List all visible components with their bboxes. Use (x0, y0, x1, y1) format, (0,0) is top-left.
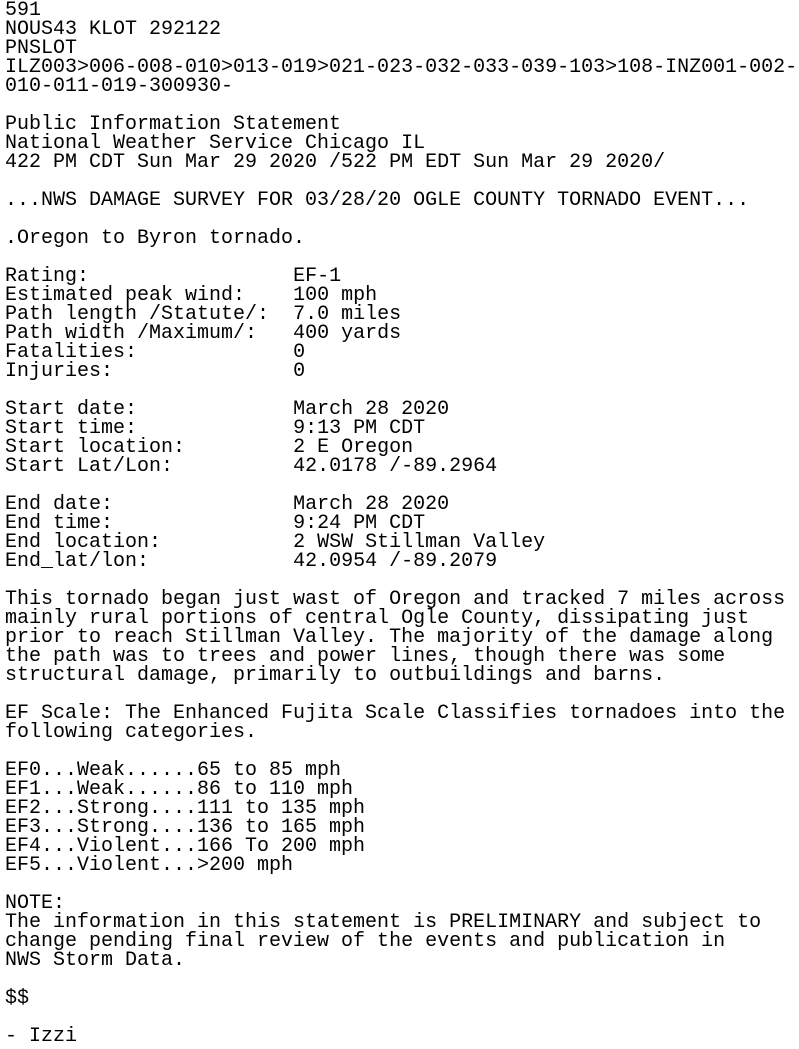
narrative-line: structural damage, primarily to outbuildings and barns. (5, 664, 666, 687)
note-label: NOTE: (5, 892, 66, 915)
field-value: March 28 2020 (293, 493, 450, 516)
blank-line (5, 970, 799, 989)
ugc-zone-line: 010-011-019-300930- (5, 75, 234, 98)
headline: ...NWS DAMAGE SURVEY FOR 03/28/20 OGLE COUNTY TORNADO EVENT... (5, 189, 750, 212)
ef-scale-item: EF0...Weak......65 to 85 mph (5, 759, 342, 782)
note-paragraph (5, 913, 799, 970)
end-fields (5, 495, 799, 571)
field-value: 42.0178 /-89.2964 (293, 455, 498, 478)
field-label: Start date: (5, 398, 138, 421)
field-value: 9:13 PM CDT (293, 417, 426, 440)
product-sequence: 591 (5, 0, 42, 22)
field-label: Path width /Maximum/: (5, 322, 258, 345)
field-value: 7.0 miles (293, 303, 402, 326)
field-value: 2 E Oregon (293, 436, 414, 459)
ugc-zone-line: ILZ003>006-008-010>013-019>021-023-032-033-039-103>108-INZ001-002- (5, 56, 798, 79)
blank-line (5, 875, 799, 894)
field-label: Fatalities: (5, 341, 138, 364)
blank-line (5, 1008, 799, 1027)
field-label: Start time: (5, 417, 138, 440)
ef-scale-intro-line: EF Scale: The Enhanced Fujita Scale Classifies tornadoes into the (5, 702, 786, 725)
field-label: End date: (5, 493, 114, 516)
field-row (5, 362, 799, 381)
note-line: The information in this statement is PRELIMINARY and subject to (5, 911, 762, 934)
issue-time: 422 PM CDT Sun Mar 29 2020 /522 PM EDT Sun Mar 29 2020/ (5, 151, 666, 174)
ef-scale-intro-line: following categories. (5, 721, 258, 744)
field-label: End time: (5, 512, 114, 535)
statement-title: Public Information Statement (5, 113, 342, 136)
field-label: Start location: (5, 436, 186, 459)
field-value: 0 (293, 360, 306, 383)
ef-scale-list (5, 761, 799, 875)
field-value: 100 mph (293, 284, 378, 307)
field-padding (173, 455, 293, 478)
field-label: End location: (5, 531, 162, 554)
field-value: March 28 2020 (293, 398, 450, 421)
narrative-line: the path was to trees and power lines, though there was some (5, 645, 726, 668)
end-marker: $$ (5, 987, 30, 1010)
field-value: EF-1 (293, 265, 342, 288)
narrative-line: This tornado began just wast of Oregon and tracked 7 miles across (5, 588, 786, 611)
summary-fields (5, 267, 799, 381)
narrative-line: mainly rural portions of central Ogle County, dissipating just (5, 607, 750, 630)
ef-scale-item: EF5...Violent...>200 mph (5, 854, 294, 877)
field-label: Injuries: (5, 360, 114, 383)
field-label: Start Lat/Lon: (5, 455, 174, 478)
wmo-header: NOUS43 KLOT 292122 (5, 18, 222, 41)
start-fields (5, 400, 799, 476)
event-name: .Oregon to Byron tornado. (5, 227, 306, 250)
field-value: 42.0954 /-89.2079 (293, 550, 498, 573)
signature: - Izzi (5, 1025, 78, 1048)
field-padding (113, 360, 293, 383)
field-label: Estimated peak wind: (5, 284, 246, 307)
narrative-paragraph (5, 590, 799, 685)
field-label: Path length /Statute/: (5, 303, 270, 326)
field-label: End_lat/lon: (5, 550, 150, 573)
ef-scale-item: EF4...Violent...166 To 200 mph (5, 835, 366, 858)
field-value: 0 (293, 341, 306, 364)
field-value: 400 yards (293, 322, 402, 345)
field-row (5, 552, 799, 571)
field-row (5, 457, 799, 476)
ef-scale-intro (5, 704, 799, 742)
field-padding (149, 550, 293, 573)
ef-scale-item: EF2...Strong....111 to 135 mph (5, 797, 366, 820)
awips-id: PNSLOT (5, 37, 78, 60)
field-value: 2 WSW Stillman Valley (293, 531, 546, 554)
field-label: Rating: (5, 265, 90, 288)
narrative-line: prior to reach Stillman Valley. The majority of the damage along (5, 626, 774, 649)
field-value: 9:24 PM CDT (293, 512, 426, 535)
note-line: NWS Storm Data. (5, 949, 186, 972)
ef-scale-item: EF3...Strong....136 to 165 mph (5, 816, 366, 839)
issuing-office: National Weather Service Chicago IL (5, 132, 426, 155)
note-line: change pending final review of the events and publication in (5, 930, 726, 953)
ef-scale-item: EF1...Weak......86 to 110 mph (5, 778, 354, 801)
